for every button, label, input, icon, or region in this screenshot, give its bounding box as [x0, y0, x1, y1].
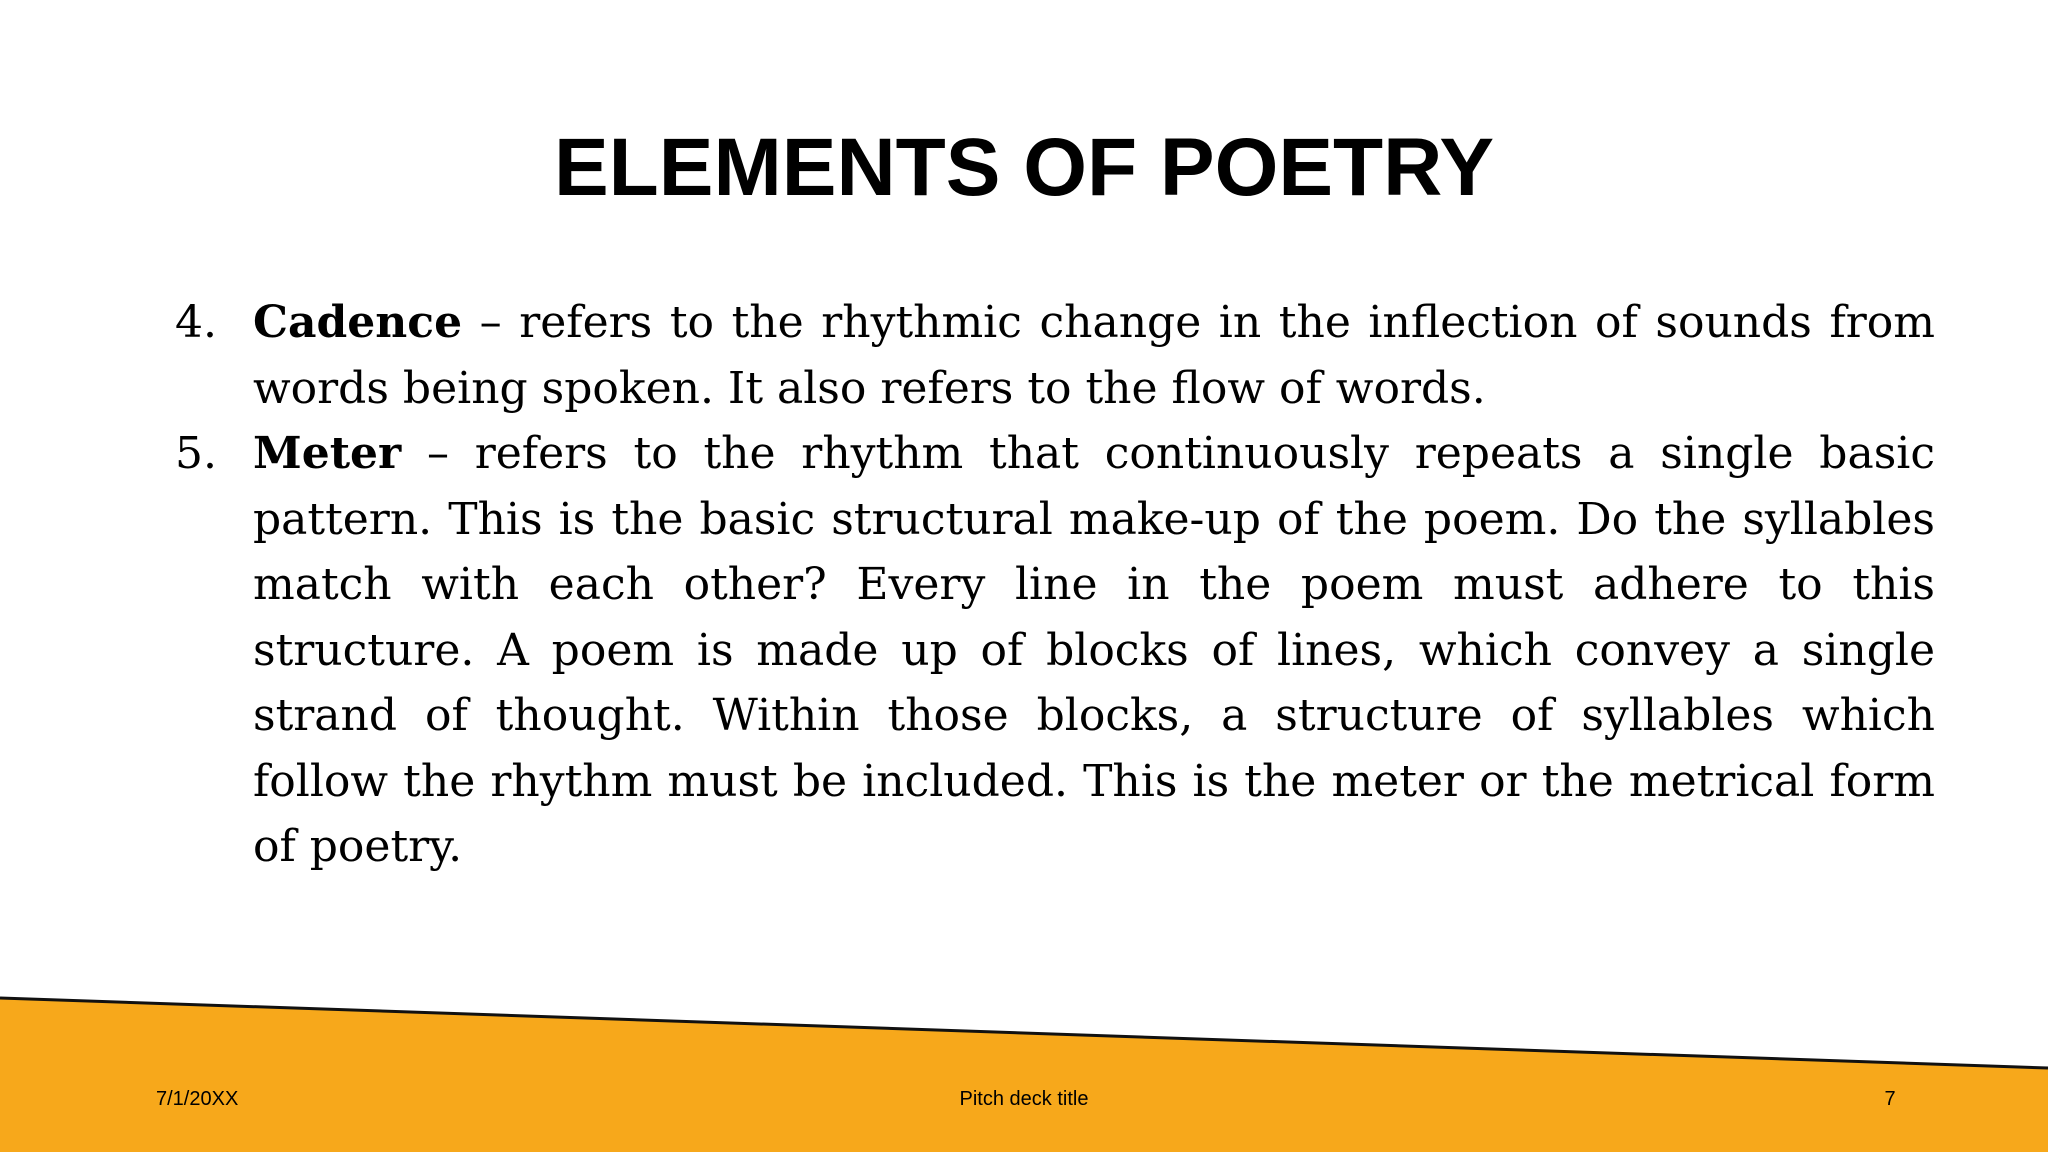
content-list [175, 290, 1935, 880]
term-meter: Meter [253, 428, 402, 479]
list-item-meter [175, 421, 1935, 880]
footer-title: Pitch deck title [959, 1088, 1089, 1110]
definition-cadence: – refers to the rhythmic change in the inflection of sounds from words being spoken. It also refers to the flow of words. [253, 297, 1935, 414]
slide-title: ELEMENTS OF POETRY [553, 122, 1495, 213]
list-item-cadence [175, 290, 1935, 421]
definition-meter: – refers to the rhythm that continuously repeats a single basic pattern. This is the basic structural make-up of the poem. Do the syllables match with each other? Every line in the poem must adhere to this structure. A poem is made up of blocks of lines, which convey a single strand of thought. Within those blocks, a structure of syllables which follow the rhythm must be included. This is the meter or the metrical form of poetry. [253, 428, 1935, 872]
list-item-number: 4. [175, 297, 217, 348]
footer-band-fill [0, 998, 2048, 1152]
footer-date: 7/1/20XX [156, 1088, 239, 1110]
term-cadence: Cadence [253, 297, 463, 348]
footer-page-number: 7 [1884, 1088, 1896, 1110]
list-item-number: 5. [175, 428, 217, 479]
